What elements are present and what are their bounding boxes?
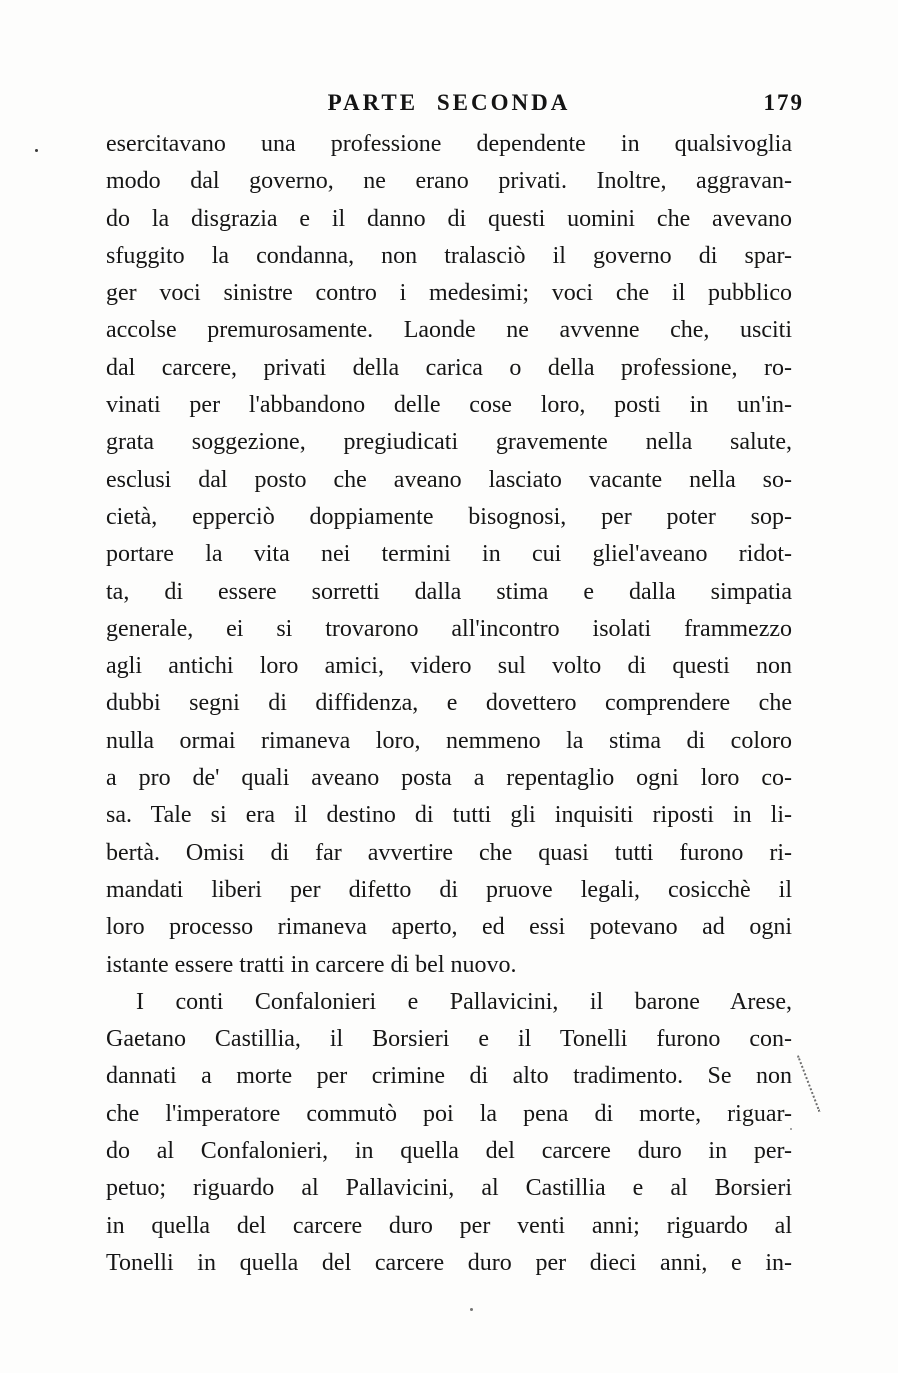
text-line: bertà. Omisi di far avvertire che quasi tutti furono ri- (106, 839, 792, 866)
text-line: accolse premurosamente. Laonde ne avvenne che, usciti (106, 317, 792, 344)
text-line: modo dal governo, ne erano privati. Inoltre, aggravan- (106, 168, 792, 195)
scan-speck-artifact (35, 149, 38, 152)
text-line: mandati liberi per difetto di pruove legali, cosicchè il (106, 876, 792, 903)
scan-speck-artifact (470, 1308, 473, 1311)
text-line: Gaetano Castillia, il Borsieri e il Tonelli furono con- (106, 1026, 792, 1053)
text-line: generale, ei si trovarono all'incontro isolati frammezzo (106, 615, 792, 642)
text-line: cietà, epperciò doppiamente bisognosi, per poter sop- (106, 503, 792, 530)
text-line: petuo; riguardo al Pallavicini, al Castillia e al Borsieri (106, 1175, 792, 1202)
page-body (106, 126, 792, 1282)
text-line: grata soggezione, pregiudicati gravemente nella salute, (106, 429, 792, 456)
text-line: che l'imperatore commutò poi la pena di morte, riguar- (106, 1100, 792, 1127)
text-line: portare la vita nei termini in cui gliel'aveano ridot- (106, 541, 792, 568)
text-line: dubbi segni di diffidenza, e dovettero comprendere che (106, 690, 792, 717)
text-line: sa. Tale si era il destino di tutti gli inquisiti riposti in li- (106, 802, 792, 829)
text-line: loro processo rimaneva aperto, ed essi potevano ad ogni (106, 914, 792, 941)
text-line: do la disgrazia e il danno di questi uomini che avevano (106, 205, 792, 232)
text-line: nulla ormai rimaneva loro, nemmeno la stima di coloro (106, 727, 792, 754)
text-line: esercitavano una professione dependente in qualsivoglia (106, 131, 792, 157)
text-line: ta, di essere sorretti dalla stima e dalla simpatia (106, 578, 792, 605)
scan-scratch-artifact (797, 1055, 820, 1112)
text-line: esclusi dal posto che aveano lasciato vacante nella so- (106, 466, 792, 493)
text-line: I conti Confalonieri e Pallavicini, il barone Arese, (136, 988, 792, 1015)
text-line: a pro de' quali aveano posta a repentaglio ogni loro co- (106, 765, 792, 792)
text-line: Tonelli in quella del carcere duro per dieci anni, e in- (106, 1249, 792, 1276)
text-line: dannati a morte per crimine di alto tradimento. Se non (106, 1063, 792, 1090)
section-title: PARTE SECONDA (327, 90, 571, 115)
page-number: 179 (763, 90, 804, 115)
text-line: vinati per l'abbandono delle cose loro, posti in un'in- (106, 392, 792, 419)
scan-speck-artifact (790, 1128, 792, 1130)
text-line: istante essere tratti in carcere di bel nuovo. (106, 951, 517, 978)
text-line: dal carcere, privati della carica o della professione, ro- (106, 354, 792, 381)
text-line: sfuggito la condanna, non tralasciò il governo di spar- (106, 242, 792, 269)
page-header (106, 90, 804, 120)
text-line: agli antichi loro amici, videro sul volto di questi non (106, 653, 792, 680)
text-line: do al Confalonieri, in quella del carcere duro in per- (106, 1138, 792, 1165)
text-line: in quella del carcere duro per venti anni; riguardo al (106, 1212, 792, 1239)
text-line: ger voci sinistre contro i medesimi; voci che il pubblico (106, 280, 792, 307)
